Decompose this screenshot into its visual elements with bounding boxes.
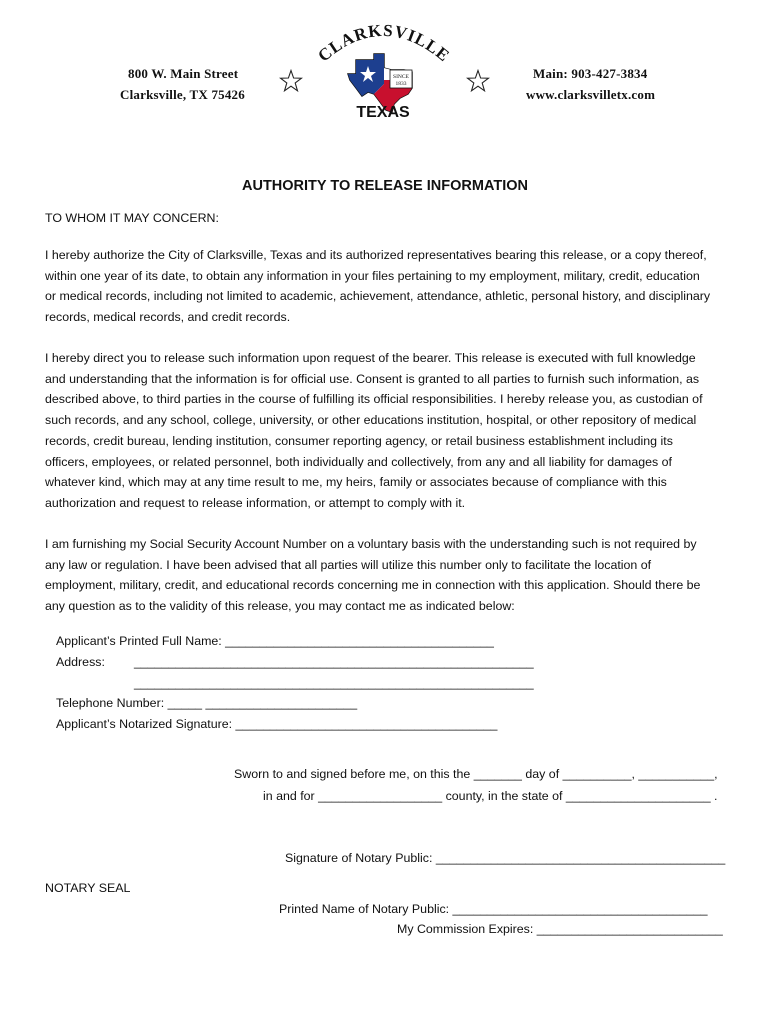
notary-printed-name-field[interactable]: Printed Name of Notary Public: _____________________________________ <box>279 902 708 916</box>
address-label: Address: <box>56 655 105 669</box>
full-name-field[interactable]: Applicant’s Printed Full Name: _______________________________________ <box>56 634 494 648</box>
paragraph-line: authorization and request to release information, or attempt to comply with it. <box>45 495 466 510</box>
paragraph-line: such records, and any school, college, university, or other educations institution, hospital, or other repository of medical <box>45 413 697 428</box>
paragraph-release <box>45 348 735 514</box>
logo-since-text: SINCE <box>393 74 409 80</box>
address-field-line2[interactable]: __________________________________________________________ <box>134 676 534 690</box>
document-title: AUTHORITY TO RELEASE INFORMATION <box>242 178 528 194</box>
paragraph-line: any question as to the validity of this release, you may contact me as indicated below: <box>45 599 515 614</box>
paragraph-line: records, credit bureau, lending institution, consumer reporting agency, or retail business establishment including its <box>45 433 673 448</box>
paragraph-line: I am furnishing my Social Security Account Number on a voluntary basis with the understanding such is not required by <box>45 537 697 551</box>
paragraph-ssn <box>45 534 735 617</box>
logo-top-text: CLARKSVILLE <box>314 20 454 66</box>
logo-bottom-text: TEXAS <box>356 104 410 121</box>
telephone-field[interactable]: Telephone Number: _____ ______________________ <box>56 696 358 710</box>
header-address-line1: 800 W. Main Street <box>128 66 239 81</box>
sworn-statement-line1[interactable]: Sworn to and signed before me, on this the _______ day of __________, ___________, <box>234 767 718 781</box>
address-field-line1[interactable]: __________________________________________________________ <box>134 655 534 669</box>
paragraph-line: I hereby direct you to release such information upon request of the bearer. This release is executed with full knowledge <box>45 351 696 365</box>
right-star-icon <box>466 69 490 93</box>
paragraph-authorization <box>45 245 735 328</box>
header-address-line2: Clarksville, TX 75426 <box>120 87 245 102</box>
clarksville-logo <box>308 14 458 122</box>
paragraph-line: any law or regulation. I have been advised that all parties will utilize this number only to facilitate the location of <box>45 557 652 572</box>
paragraph-line: within one year of its date, to obtain any information in your files pertaining to my employment, military, credit, education <box>45 268 700 283</box>
applicant-signature-field[interactable]: Applicant’s Notarized Signature: ______________________________________ <box>56 717 498 731</box>
commission-expires-field[interactable]: My Commission Expires: ___________________________ <box>397 922 723 936</box>
header-phone: Main: 903-427-3834 <box>533 66 648 81</box>
logo-year-text: 1833 <box>395 81 407 87</box>
notary-signature-field[interactable]: Signature of Notary Public: __________________________________________ <box>285 851 726 865</box>
paragraph-line: and understanding that the information is for official use. Consent is granted to all parties to furnish such information, as <box>45 371 700 386</box>
paragraph-line: records, medical records, and credit records. <box>45 310 291 325</box>
paragraph-line: whatever kind, which may at any time result to me, my heirs, family or associates because of compliance with this <box>45 475 667 490</box>
paragraph-line: or medical records, including not limited to academic, achievement, attendance, athletic, personal history, and disciplinary <box>45 289 711 304</box>
notary-seal-label: NOTARY SEAL <box>45 881 131 895</box>
paragraph-line: described above, to third parties in the course of fulfilling its official responsibilities. I hereby release you, as custodian of <box>45 392 703 407</box>
left-star-icon <box>279 69 303 93</box>
sworn-statement-line2[interactable]: in and for __________________ county, in the state of _____________________ . <box>263 789 718 803</box>
salutation: TO WHOM IT MAY CONCERN: <box>45 211 219 225</box>
header-website: www.clarksvilletx.com <box>526 87 656 102</box>
paragraph-line: officers, employees, or related personnel, both individually and collectively, from any and all liability for damages of <box>45 454 672 469</box>
paragraph-line: I hereby authorize the City of Clarksville, Texas and its authorized representatives bearing this release, or a copy thereof, <box>45 248 707 262</box>
paragraph-line: employment, military, credit, and educational records concerning me in connection with this application. Should there be <box>45 578 701 593</box>
